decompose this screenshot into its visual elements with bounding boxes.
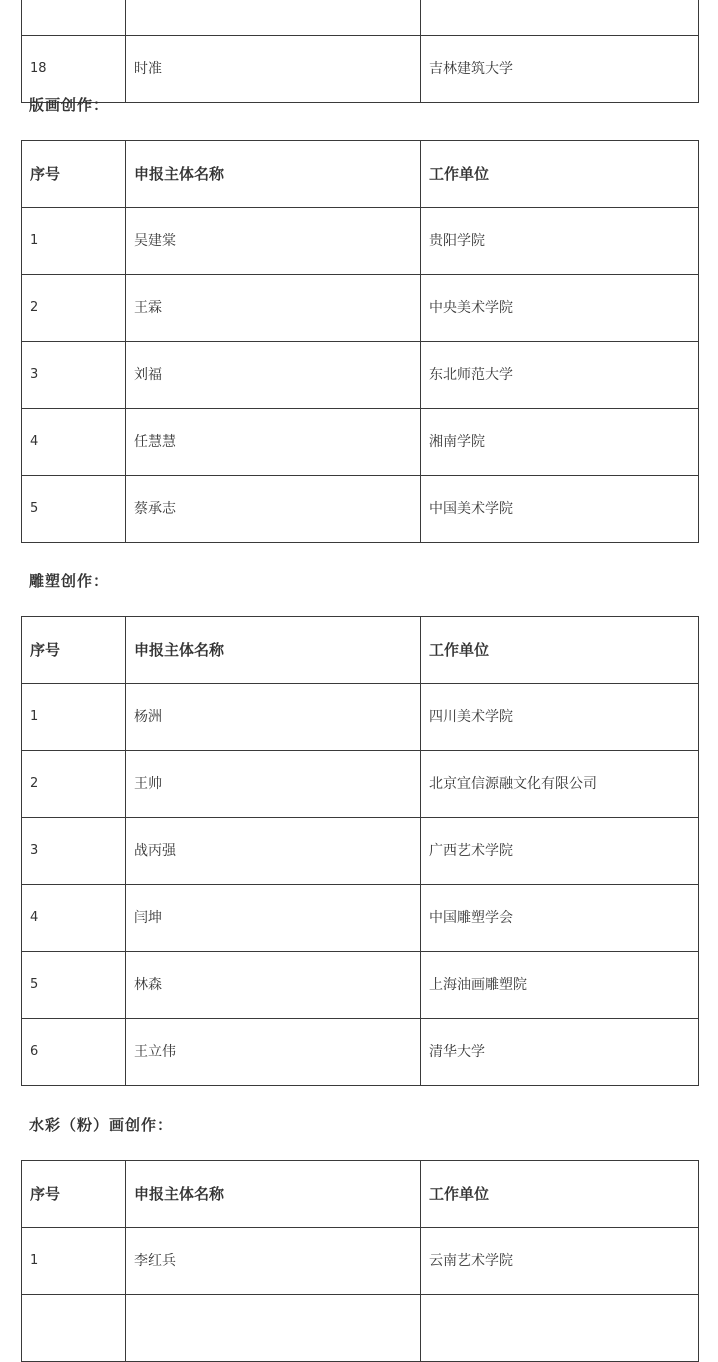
row-number: 5 [22,952,126,1019]
table-header-row [22,617,699,684]
applicant-name: 杨洲 [126,684,421,751]
row-number: 2 [22,751,126,818]
table-row [22,409,699,476]
work-unit: 北京宜信源融文化有限公司 [421,751,699,818]
printmaking-table [21,140,699,543]
section-title-printmaking: 版画创作： [29,96,110,114]
applicant-name: 李红兵 [126,1228,421,1295]
row-number: 18 [22,36,126,103]
table-row [22,275,699,342]
applicant-name: 闫坤 [126,885,421,952]
table-row [22,208,699,275]
table-header-row [22,141,699,208]
applicant-name: 任慧慧 [126,409,421,476]
applicant-name: 战丙强 [126,818,421,885]
table-row [22,818,699,885]
row-number: 3 [22,818,126,885]
section-title-watercolor: 水彩（粉）画创作： [29,1116,174,1134]
work-unit: 贵阳学院 [421,208,699,275]
applicant-name: 时准 [126,36,421,103]
work-unit: 四川美术学院 [421,684,699,751]
table-row [22,684,699,751]
row-number: 6 [22,1019,126,1086]
row-number: 1 [22,208,126,275]
work-unit: 上海油画雕塑院 [421,952,699,1019]
top-table [21,0,699,103]
header-unit: 工作单位 [421,1161,699,1228]
table-row [22,885,699,952]
header-num: 序号 [22,1161,126,1228]
table-row [22,751,699,818]
work-unit: 中国美术学院 [421,476,699,543]
row-number: 1 [22,684,126,751]
table-header-row [22,1161,699,1228]
applicant-name: 王帅 [126,751,421,818]
header-name: 申报主体名称 [126,141,421,208]
applicant-name: 吴建棠 [126,208,421,275]
row-number: 4 [22,885,126,952]
header-unit: 工作单位 [421,141,699,208]
work-unit: 中国雕塑学会 [421,885,699,952]
work-unit: 湘南学院 [421,409,699,476]
header-num: 序号 [22,141,126,208]
row-number: 5 [22,476,126,543]
header-name: 申报主体名称 [126,1161,421,1228]
header-unit: 工作单位 [421,617,699,684]
work-unit: 广西艺术学院 [421,818,699,885]
header-num: 序号 [22,617,126,684]
header-name: 申报主体名称 [126,617,421,684]
watercolor-table [21,1160,699,1362]
applicant-name: 刘福 [126,342,421,409]
sculpture-table [21,616,699,1086]
table-row [22,36,699,103]
table-row [22,342,699,409]
section-title-sculpture: 雕塑创作： [29,572,110,590]
row-number: 3 [22,342,126,409]
table-row-partial [22,0,699,36]
work-unit: 云南艺术学院 [421,1228,699,1295]
work-unit: 吉林建筑大学 [421,36,699,103]
table-row [22,1019,699,1086]
applicant-name: 林森 [126,952,421,1019]
table-row-partial [22,1295,699,1362]
table-row [22,952,699,1019]
work-unit: 东北师范大学 [421,342,699,409]
applicant-name: 蔡承志 [126,476,421,543]
work-unit: 中央美术学院 [421,275,699,342]
row-number: 4 [22,409,126,476]
table-row [22,1228,699,1295]
row-number: 1 [22,1228,126,1295]
work-unit: 清华大学 [421,1019,699,1086]
table-row [22,476,699,543]
applicant-name: 王立伟 [126,1019,421,1086]
applicant-name: 王霖 [126,275,421,342]
row-number: 2 [22,275,126,342]
